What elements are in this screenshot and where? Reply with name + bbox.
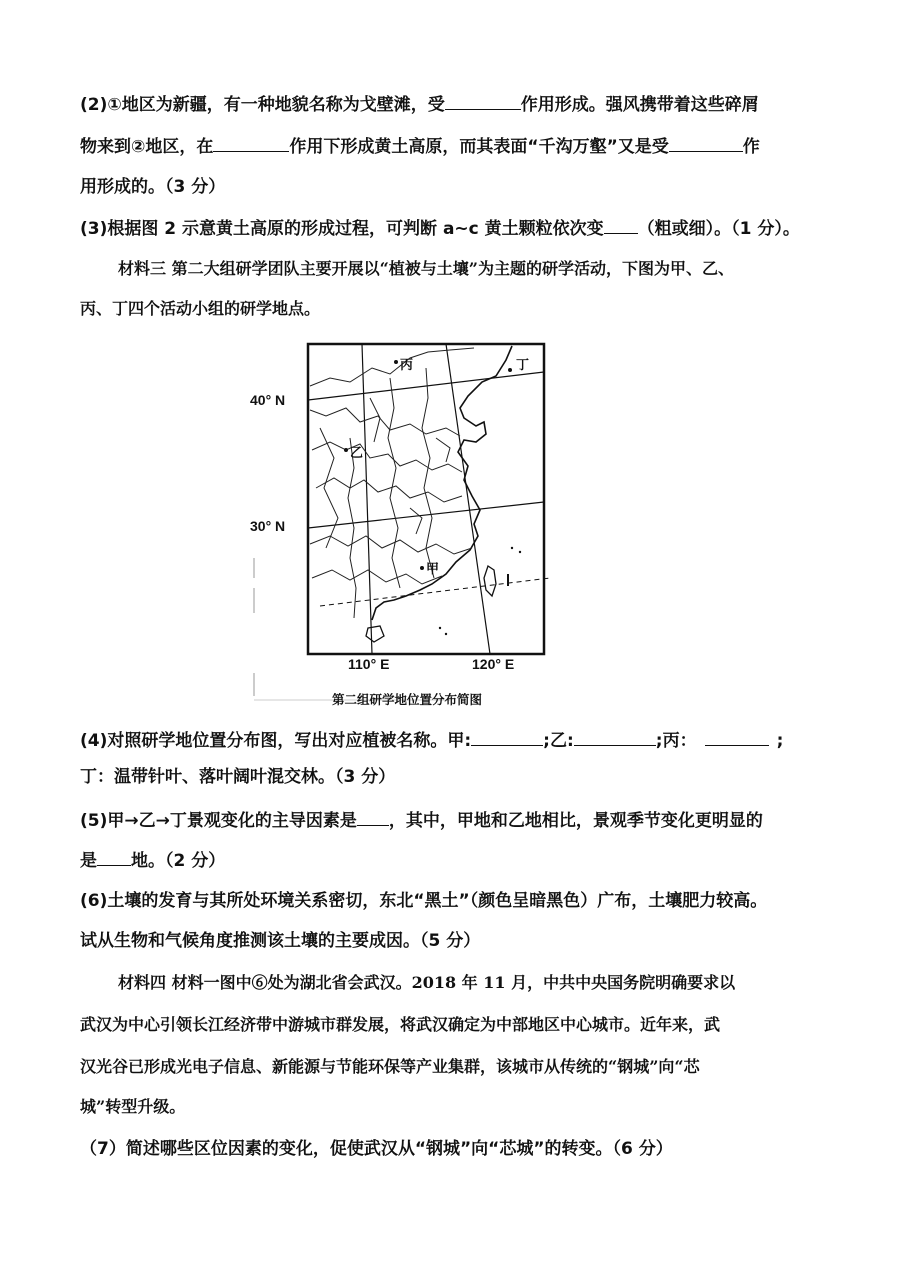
q4-text-c: ;丙：	[655, 731, 697, 751]
q5-text-c: 是	[80, 851, 97, 871]
q2-blank-3[interactable]	[669, 134, 743, 152]
q4-line-2: 丁：温带针叶、落叶阔叶混交林。（3 分）	[80, 767, 396, 787]
site-bing-marker	[394, 360, 398, 364]
q2-text-d: 作用下形成黄土高原，而其表面“千沟万壑”又是受	[289, 137, 669, 157]
map-svg	[250, 338, 560, 708]
q7-line: （7）简述哪些区位因素的变化，促使武汉从“钢城”向“芯城”的转变。（6 分）	[80, 1139, 673, 1159]
q2-text-c: 物来到②地区，在	[80, 137, 214, 157]
q5-blank-1[interactable]	[357, 808, 389, 826]
q5-text-b: ，其中，甲地和乙地相比，景观季节变化更明显的	[388, 811, 763, 831]
q5-text-d: 地。（2 分）	[131, 851, 226, 871]
site-jia-marker	[420, 566, 424, 570]
q2-text-b: 作用形成。强风携带着这些碎屑	[520, 95, 759, 115]
q2-blank-2[interactable]	[213, 134, 289, 152]
lat-40n-label: 40° N	[250, 392, 286, 408]
q6-line-1: (6)土壤的发育与其所处环境关系密切，东北“黑土”（颜色呈暗黑色）广布，土壤肥力较高。	[80, 891, 768, 911]
q6-line-2: 试从生物和气候角度推测该土壤的主要成因。（5 分）	[80, 931, 481, 951]
q4-blank-yi[interactable]	[574, 728, 656, 746]
q3-line	[80, 216, 800, 240]
q4-text-d: ;	[776, 731, 784, 751]
lon-120e-label: 120° E	[472, 656, 515, 672]
site-bing-label: 丙	[400, 357, 414, 372]
q4-blank-jia[interactable]	[471, 728, 543, 746]
q2-line-1	[80, 92, 759, 116]
material4-line-4: 城”转型升级。	[80, 1097, 186, 1116]
site-jia-label: 甲	[426, 561, 440, 576]
material3-line-1: 材料三 第二大组研学团队主要开展以“植被与土壤”为主题的研学活动，下图为甲、乙、	[118, 259, 734, 278]
q2-blank-1[interactable]	[445, 92, 521, 110]
q4-blank-bing[interactable]	[705, 728, 769, 746]
site-ding-label: 丁	[516, 357, 530, 372]
q5-blank-2[interactable]	[97, 848, 131, 866]
q3-blank[interactable]	[604, 216, 638, 234]
material4-line-2: 武汉为中心引领长江经济带中游城市群发展，将武汉确定为中部地区中心城市。近年来，武	[80, 1015, 721, 1034]
site-yi-marker	[344, 448, 348, 452]
material4-line-3: 汉光谷已形成光电子信息、新能源与节能环保等产业集群，该城市从传统的“钢城”向“芯	[80, 1057, 700, 1076]
q3-text-b: （粗或细）。（1 分）。	[637, 219, 800, 239]
map-caption: 第二组研学地位置分布简图	[332, 692, 483, 707]
q4-line-1	[80, 728, 783, 752]
material3-line-2: 丙、丁四个活动小组的研学地点。	[80, 299, 321, 318]
site-ding-marker	[508, 368, 512, 372]
q5-line-2	[80, 848, 225, 872]
lon-110e-label: 110° E	[348, 656, 390, 672]
q3-text-a: (3)根据图 2 示意黄土高原的形成过程，可判断 a~c 黄土颗粒依次变	[80, 219, 604, 239]
q4-text-b: ;乙:	[543, 731, 574, 751]
lat-30n-label: 30° N	[250, 518, 286, 534]
map-frame	[308, 344, 544, 654]
q2-text-a: (2)①地区为新疆，有一种地貌名称为戈壁滩，受	[80, 95, 445, 115]
q2-line-3: 用形成的。（3 分）	[80, 177, 226, 197]
q4-text-a: (4)对照研学地位置分布图，写出对应植被名称。甲:	[80, 731, 472, 751]
site-yi-label: 乙	[350, 445, 364, 460]
q5-line-1	[80, 808, 763, 832]
research-site-map	[250, 338, 560, 708]
q5-text-a: (5)甲→乙→丁景观变化的主导因素是	[80, 811, 357, 831]
q2-line-2	[80, 134, 760, 158]
q2-text-e: 作	[742, 137, 760, 157]
material4-line-1: 材料四 材料一图中⑥处为湖北省会武汉。2018 年 11 月，中共中央国务院明确要求以	[118, 973, 736, 992]
